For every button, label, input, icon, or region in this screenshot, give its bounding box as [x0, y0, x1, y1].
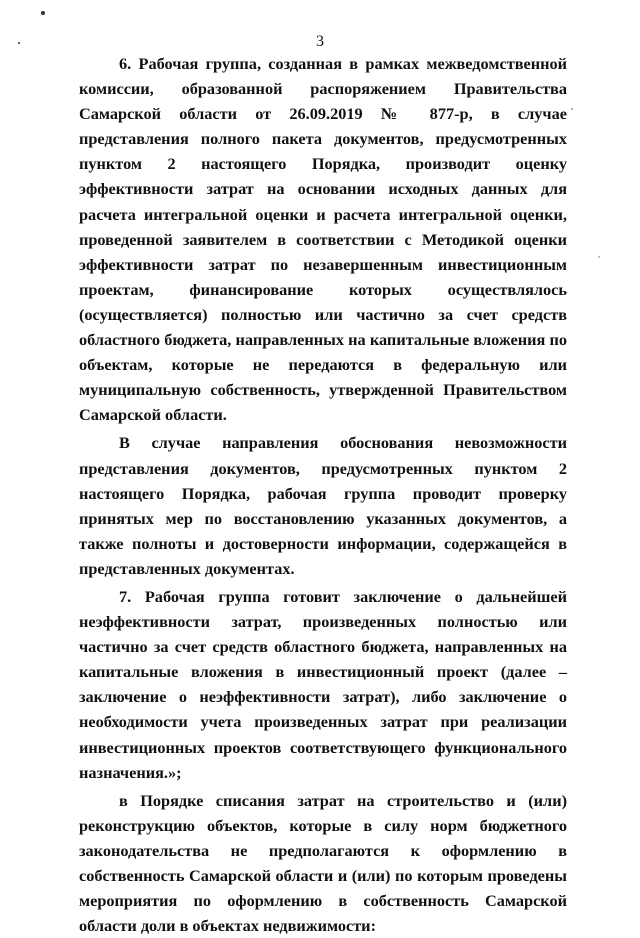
paragraph-6: 6. Рабочая группа, созданная в рамках межведомственной комиссии, образованной распоряжением Правительства Самарской области от 26.09.2019 № 877-р, в случае представления полного пакета документов, предусмотренных пунктом 2 настоящего Порядка, производит оценку эффективности затрат на основании исходных данных для расчета интегральной оценки и расчета интегральной оценки, проведенной заявителем в соответствии с Методикой оценки эффективности затрат по незавершенным инвестиционным проектам, финансирование которых осуществлялось (осуществляется) полностью или частично за счет средств областного бюджета, направленных на капитальные вложения по объектам, которые не передаются в федеральную или муниципальную собственность, утвержденной Правительством Самарской области.	[79, 54, 567, 425]
page-number: 3	[316, 33, 324, 50]
document-body	[79, 51, 567, 938]
scan-speck	[598, 256, 600, 258]
scan-speck	[571, 108, 573, 110]
paragraph-justification: В случае направления обоснования невозможности представления документов, предусмотренных пунктом 2 настоящего Порядка, рабочая группа проводит проверку принятых мер по восстановлению указанных документов, а также полноты и достоверности информации, содержащейся в представленных документах.	[79, 433, 567, 578]
paragraph-write-off-procedure: в Порядке списания затрат на строительство и (или) реконструкцию объектов, которые в силу норм бюджетного законодательства не предполагаются к оформлению в собственность Самарской области и (или) по которым проведены мероприятия по оформлению в собственность Самарской области доли в объектах недвижимости:	[79, 790, 567, 936]
paragraph-7: 7. Рабочая группа готовит заключение о дальнейшей неэффективности затрат, произведенных полностью или частично за счет средств областного бюджета, направленных на капитальные вложения в инвестиционный проект (далее – заключение о неэффективности затрат), либо заключение о необходимости учета произведенных затрат при реализации инвестиционных проектов соответствующего функционального назначения.»;	[79, 586, 567, 782]
scan-speck	[41, 11, 45, 15]
